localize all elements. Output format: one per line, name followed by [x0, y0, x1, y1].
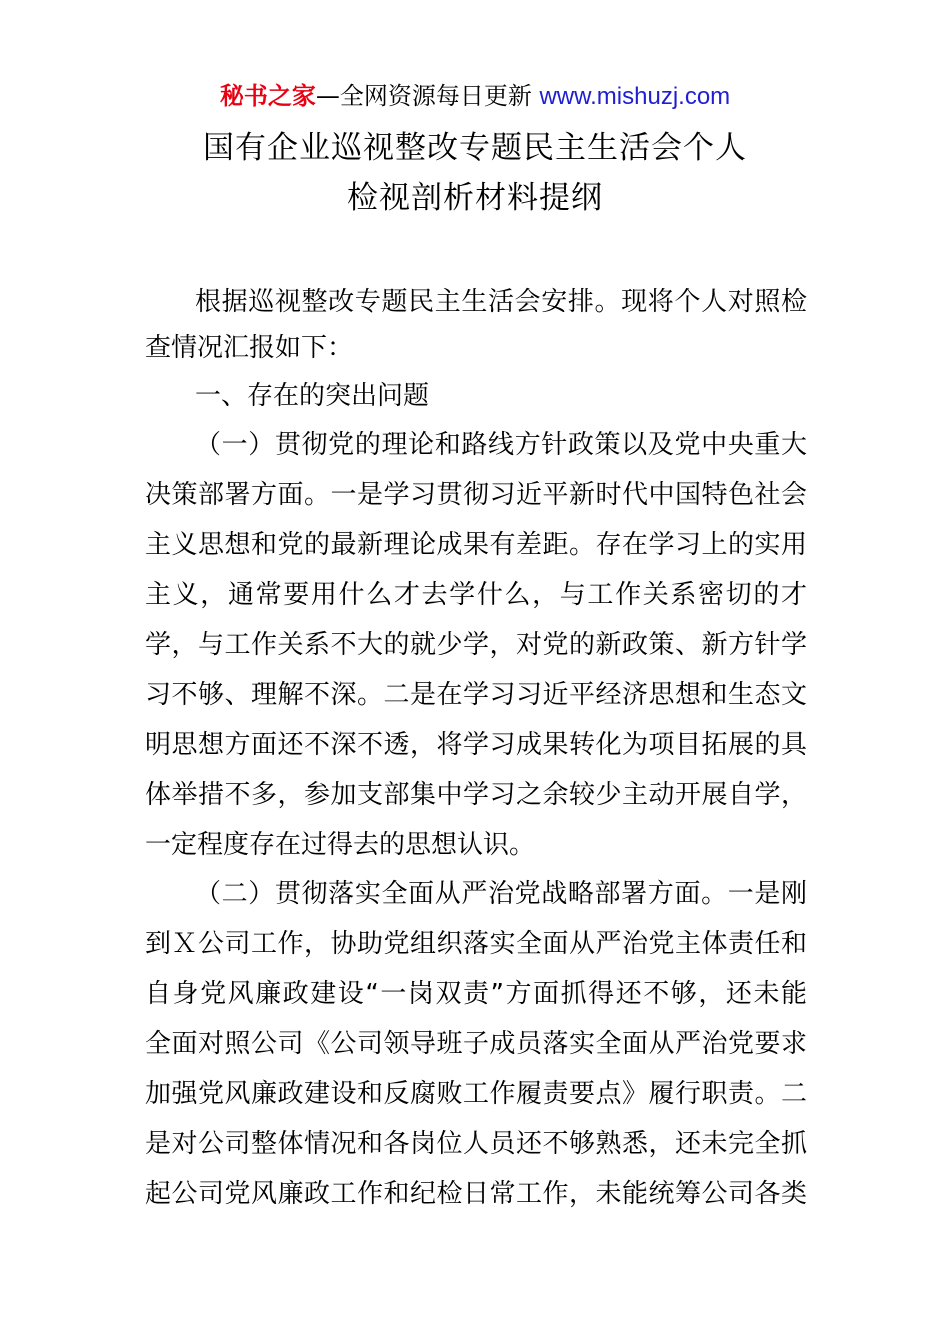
brand-name: 秘书之家 [219, 82, 316, 110]
paragraph-line: （一）贯彻党的理论和路线方针政策以及党中央重大 [195, 430, 807, 460]
paragraph-line: 明思想方面还不深不透，将学习成果转化为项目拓展的具 [145, 730, 807, 760]
paragraph-line: 是对公司整体情况和各岗位人员还不够熟悉，还未完全抓 [145, 1129, 807, 1159]
paragraph-line: 一定程度存在过得去的思想认识。 [145, 830, 536, 860]
document-title-line-1: 国有企业巡视整改专题民主生活会个人 [203, 130, 747, 166]
document-title-line-2: 检视剖析材料提纲 [347, 180, 603, 216]
paragraph-line: 查情况汇报如下： [145, 333, 354, 363]
paragraph-line: 决策部署方面。一是学习贯彻习近平新时代中国特色社会 [145, 480, 807, 510]
paragraph-line: 学，与工作关系不大的就少学，对党的新政策、新方针学 [145, 630, 807, 660]
paragraph-line: 起公司党风廉政工作和纪检日常工作，未能统筹公司各类 [145, 1179, 807, 1209]
site-url[interactable]: www.mishuzj.com [539, 83, 731, 110]
section-heading: 一、存在的突出问题 [195, 381, 430, 411]
paragraph-line: 主义，通常要用什么才去学什么，与工作关系密切的才 [145, 580, 807, 610]
paragraph-line: 全面对照公司《公司领导班子成员落实全面从严治党要求 [145, 1029, 807, 1059]
paragraph-line: 自身党风廉政建设“一岗双责”方面抓得还不够，还未能 [145, 979, 807, 1009]
paragraph-line: 到Ｘ公司工作，协助党组织落实全面从严治党主体责任和 [145, 929, 807, 959]
paragraph-line: 主义思想和党的最新理论成果有差距。存在学习上的实用 [145, 530, 807, 560]
page-header [0, 80, 950, 113]
paragraph-line: 根据巡视整改专题民主生活会安排。现将个人对照检 [195, 287, 807, 317]
paragraph-line: 加强党风廉政建设和反腐败工作履责要点》履行职责。二 [145, 1079, 807, 1109]
paragraph-line: 体举措不多，参加支部集中学习之余较少主动开展自学， [145, 780, 807, 810]
header-tagline: —全网资源每日更新 [315, 82, 532, 110]
paragraph-line: 习不够、理解不深。二是在学习习近平经济思想和生态文 [145, 680, 807, 710]
paragraph-line: （二）贯彻落实全面从严治党战略部署方面。一是刚 [195, 879, 807, 909]
